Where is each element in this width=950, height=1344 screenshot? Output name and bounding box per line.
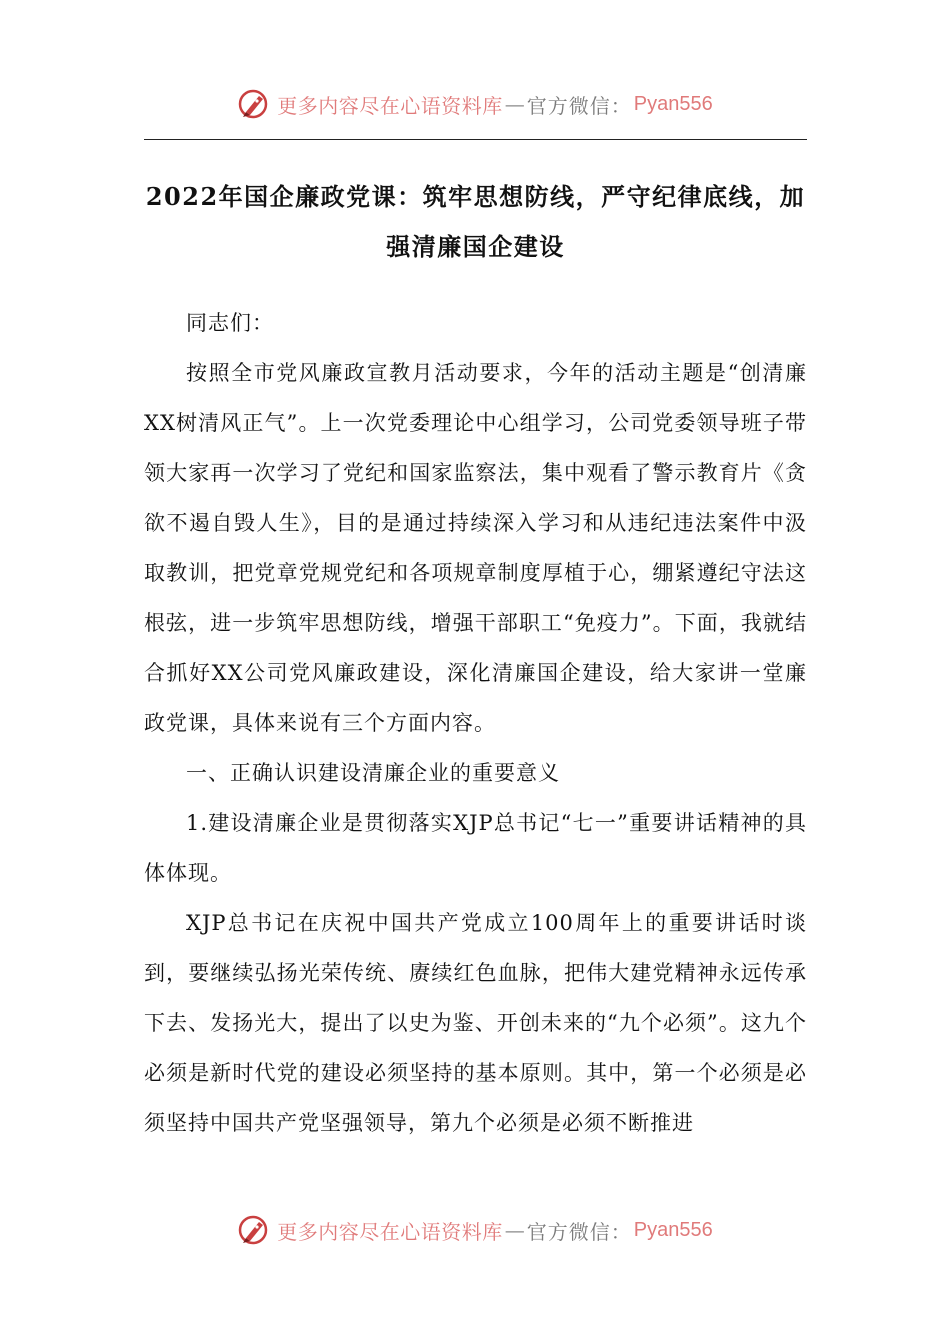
- banner-wechat-id: Pyan556: [633, 1218, 713, 1241]
- footer-banner: [0, 1210, 950, 1250]
- pen-nib-logo-icon: [237, 87, 271, 121]
- banner-dash: —: [504, 1218, 525, 1242]
- document-body: [144, 298, 807, 1148]
- banner-wechat-id: Pyan556: [633, 92, 713, 115]
- section-heading: 一、正确认识建设清廉企业的重要意义: [186, 761, 560, 785]
- banner-site-text: 更多内容尽在心语资料库: [277, 93, 503, 118]
- banner-wechat-label: 官方微信：: [526, 93, 632, 118]
- document-title: 2022年国企廉政党课：筑牢思想防线，严守纪律底线，加强清廉国企建设: [145, 182, 806, 261]
- subsection-heading: 1.建设清廉企业是贯彻落实XJP总书记“七一”重要讲话精神的具体体现。: [144, 811, 807, 885]
- banner-dash: —: [504, 92, 525, 116]
- banner-wechat-label: 官方微信：: [526, 1219, 632, 1244]
- pen-nib-logo-icon: [237, 1213, 271, 1247]
- header-divider: [144, 139, 807, 140]
- header-banner: [0, 84, 950, 124]
- salutation-paragraph: 同志们：: [186, 311, 274, 335]
- body-paragraph: 按照全市党风廉政宣教月活动要求，今年的活动主题是“创清廉XX树清风正气”。上一次党委理论中心组学习，公司党委领导班子带领大家再一次学习了党纪和国家监察法，集中观看了警示教育片《贪欲不遏自毁人生》，目的是通过持续深入学习和从违纪违法案件中汲取教训，把党章党规党纪和各项规章制度厚植于心，绷紧遵纪守法这根弦，进一步筑牢思想防线，增强干部职工“免疫力”。下面，我就结合抓好XX公司党风廉政建设，深化清廉国企建设，给大家讲一堂廉政党课，具体来说有三个方面内容。: [144, 361, 807, 735]
- banner-site-text: 更多内容尽在心语资料库: [277, 1219, 503, 1244]
- body-paragraph: XJP总书记在庆祝中国共产党成立100周年上的重要讲话时谈到，要继续弘扬光荣传统、赓续红色血脉，把伟大建党精神永远传承下去、发扬光大，提出了以史为鉴、开创未来的“九个必须”。这九个必须是新时代党的建设必须坚持的基本原则。其中，第一个必须是必须坚持中国共产党坚强领导，第九个必须是必须不断推进: [144, 911, 807, 1135]
